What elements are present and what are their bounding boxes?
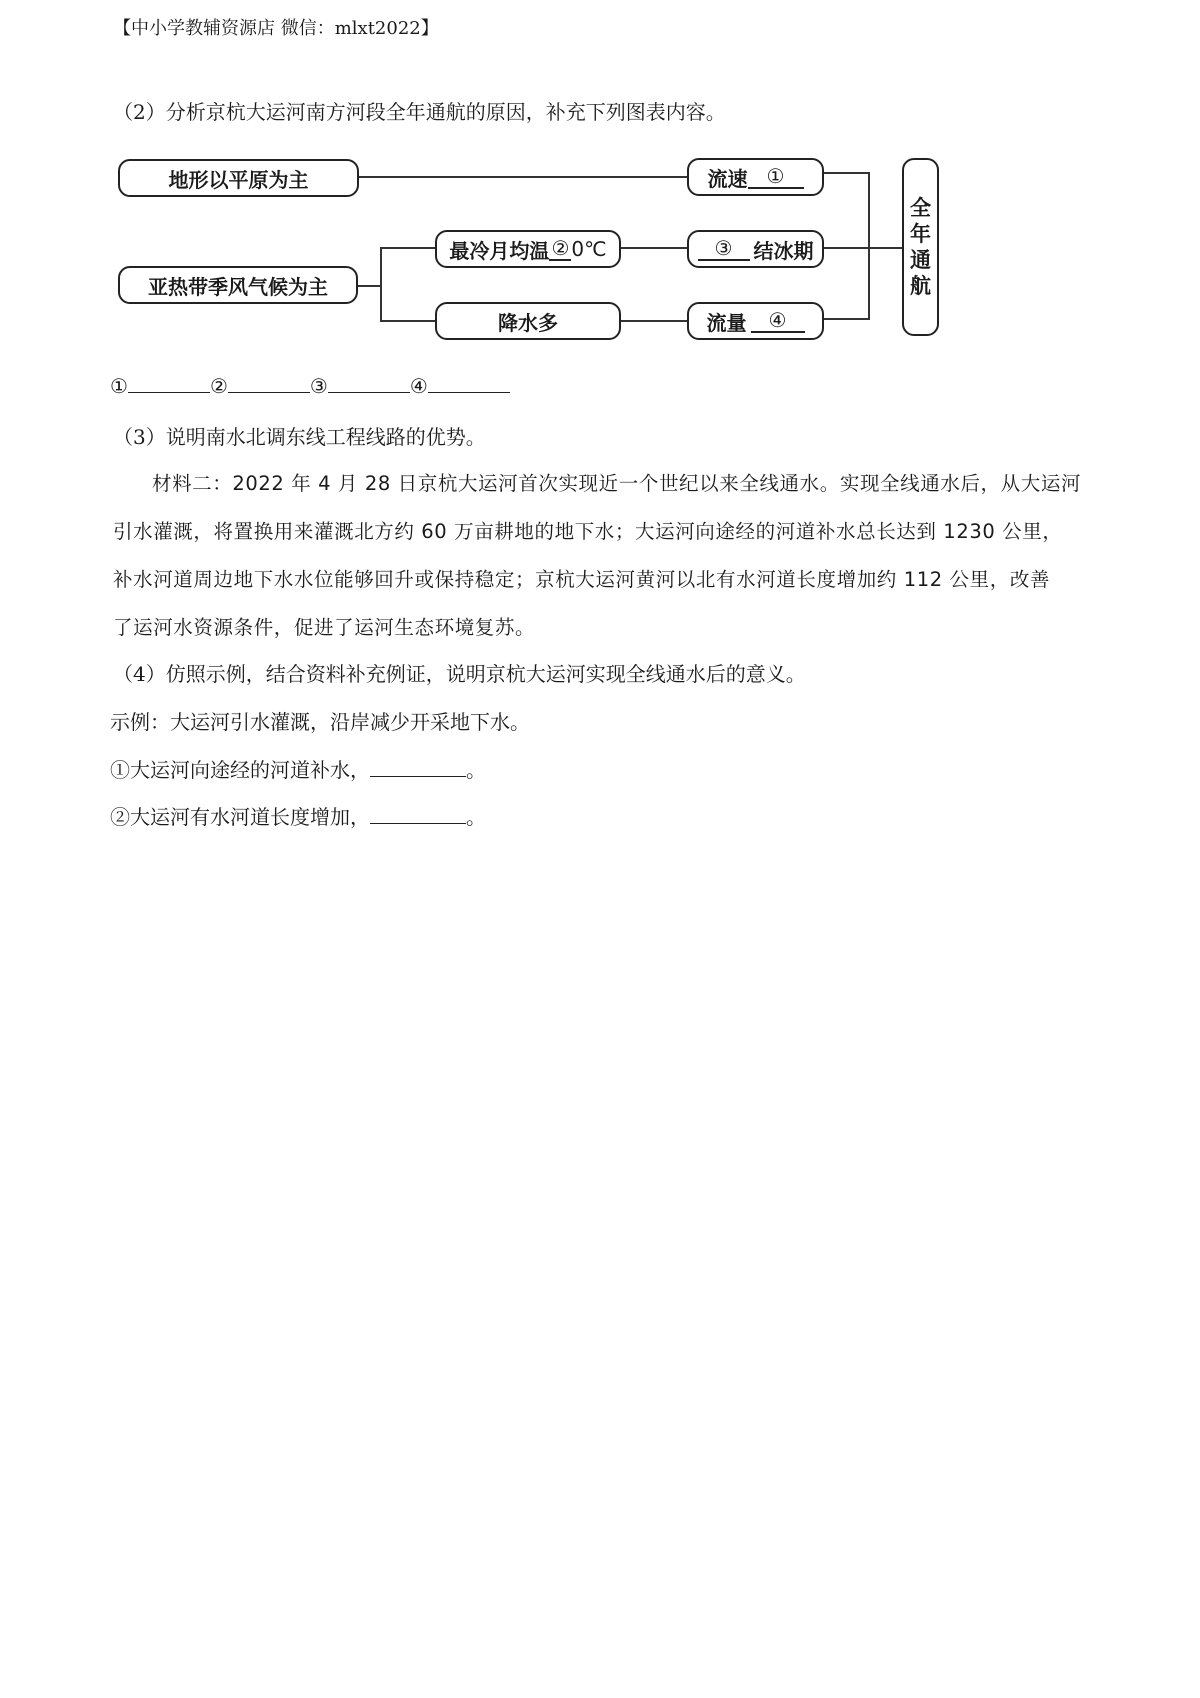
flow-prefix: 流量 (706, 310, 747, 335)
answer-4-label: ④ (409, 374, 428, 398)
item-1-blank[interactable] (370, 776, 466, 777)
line-terrain-speed (358, 176, 688, 178)
item-2-blank[interactable] (370, 823, 466, 824)
line-to-rain (380, 320, 436, 322)
result-box (902, 158, 939, 336)
temperature-box (435, 230, 621, 268)
line-climate-out (356, 285, 380, 287)
line-ice-out (823, 247, 870, 249)
question-3-text: （3）说明南水北调东线工程线路的优势。 (113, 425, 486, 449)
answer-2-blank[interactable] (228, 392, 310, 393)
result-char-2: 年 (910, 221, 931, 246)
temperature-suffix: 0℃ (571, 237, 607, 261)
answer-3-label: ③ (309, 374, 328, 398)
question-4-item-1 (110, 754, 486, 783)
answer-4-blank[interactable] (428, 392, 510, 393)
speed-box (687, 158, 824, 196)
ice-box (687, 230, 824, 268)
flow-box (687, 302, 824, 340)
line-speed-out (823, 172, 870, 174)
causal-diagram (0, 0, 1200, 360)
terrain-label: 地形以平原为主 (168, 167, 309, 192)
material-2-line-4: 了运河水资源条件，促进了运河生态环境复苏。 (113, 616, 536, 639)
material-2-line-1: 材料二：2022 年 4 月 28 日京杭大运河首次实现近一个世纪以来全线通水。实现全线通水后，从大运河 (152, 472, 1082, 495)
temperature-prefix: 最冷月均温 (449, 238, 550, 263)
material-2-line-3: 补水河道周边地下水水位能够回升或保持稳定；京杭大运河黄河以北有水河道长度增加约 112 公里，改善 (113, 568, 1051, 591)
question-4-item-2 (110, 801, 486, 830)
line-merge-vertical (868, 172, 870, 320)
flow-blank: ④ (751, 310, 805, 333)
temperature-blank: ② (549, 238, 571, 261)
answer-blanks-row (110, 374, 510, 398)
line-temp-ice (621, 247, 688, 249)
page-header: 【中小学教辅资源店 微信：mlxt2022】 (113, 18, 439, 39)
question-4-text: （4）仿照示例，结合资料补充例证，说明京杭大运河实现全线通水后的意义。 (113, 662, 806, 686)
item-2-end: 。 (466, 805, 486, 829)
answer-2-label: ② (209, 374, 228, 398)
question-2-text: （2）分析京杭大运河南方河段全年通航的原因，补充下列图表内容。 (113, 100, 726, 124)
answer-1-label: ① (110, 374, 128, 398)
ice-blank: ③ (698, 238, 750, 261)
speed-blank: ① (748, 166, 804, 189)
line-climate-vertical (380, 247, 382, 321)
line-to-temp (380, 247, 436, 249)
rain-box (435, 302, 621, 340)
climate-box (118, 266, 358, 304)
line-flow-out (823, 318, 870, 320)
result-char-4: 航 (910, 274, 931, 299)
item-1-text: ①大运河向途经的河道补水， (110, 758, 370, 782)
item-1-end: 。 (466, 758, 486, 782)
result-char-1: 全 (910, 195, 931, 220)
item-2-text: ②大运河有水河道长度增加， (110, 805, 370, 829)
answer-3-blank[interactable] (328, 392, 410, 393)
line-rain-flow (621, 320, 688, 322)
question-4-example: 示例：大运河引水灌溉，沿岸减少开采地下水。 (110, 710, 530, 734)
rain-label: 降水多 (498, 310, 558, 335)
climate-label: 亚热带季风气候为主 (148, 274, 328, 299)
speed-prefix: 流速 (707, 166, 748, 191)
result-char-3: 通 (910, 248, 931, 272)
material-2-line-2: 引水灌溉，将置换用来灌溉北方约 60 万亩耕地的地下水；大运河向途经的河道补水总长达到 1230 公里， (113, 520, 1063, 543)
terrain-box (118, 159, 359, 197)
line-to-result (868, 247, 903, 249)
ice-suffix: 结冰期 (753, 238, 814, 263)
answer-1-blank[interactable] (128, 392, 210, 393)
